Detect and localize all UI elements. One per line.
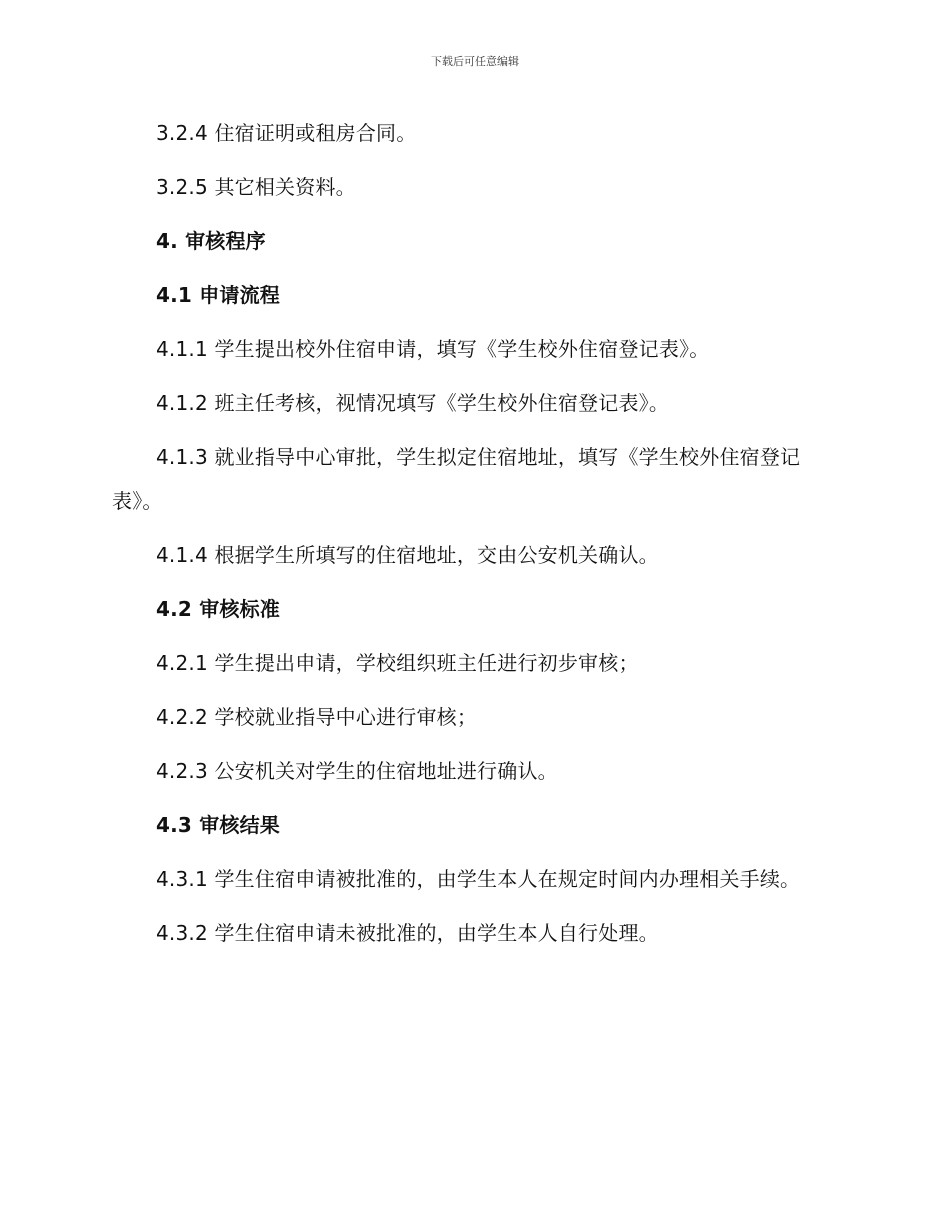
document-body [112, 111, 832, 965]
paragraph-4-3-2: 4.3.2 学生住宿申请未被批准的，由学生本人自行处理。 [156, 921, 659, 945]
paragraph-4-2-2: 4.2.2 学校就业指导中心进行审核； [156, 705, 478, 729]
subsection-heading-4-2: 4.2 审核标准 [156, 597, 280, 621]
paragraph-4-3-1: 4.3.1 学生住宿申请被批准的，由学生本人在规定时间内办理相关手续。 [156, 867, 801, 891]
paragraph-4-1-1: 4.1.1 学生提出校外住宿申请，填写《学生校外住宿登记表》。 [156, 337, 710, 361]
paragraph-4-1-4: 4.1.4 根据学生所填写的住宿地址，交由公安机关确认。 [156, 543, 659, 567]
page-header: 下载后可任意编辑 [431, 55, 519, 68]
paragraph-3-2-5: 3.2.5 其它相关资料。 [156, 175, 356, 199]
paragraph-4-1-2: 4.1.2 班主任考核，视情况填写《学生校外住宿登记表》。 [156, 391, 670, 415]
subsection-heading-4-1: 4.1 申请流程 [156, 283, 280, 307]
paragraph-3-2-4: 3.2.4 住宿证明或租房合同。 [156, 121, 417, 145]
section-heading-4: 4. 审核程序 [156, 229, 266, 253]
paragraph-4-2-1: 4.2.1 学生提出申请，学校组织班主任进行初步审核； [156, 651, 639, 675]
paragraph-4-1-3: 4.1.3 就业指导中心审批，学生拟定住宿地址，填写《学生校外住宿登记表》。 [112, 445, 801, 513]
paragraph-4-2-3: 4.2.3 公安机关对学生的住宿地址进行确认。 [156, 759, 558, 783]
subsection-heading-4-3: 4.3 审核结果 [156, 813, 280, 837]
